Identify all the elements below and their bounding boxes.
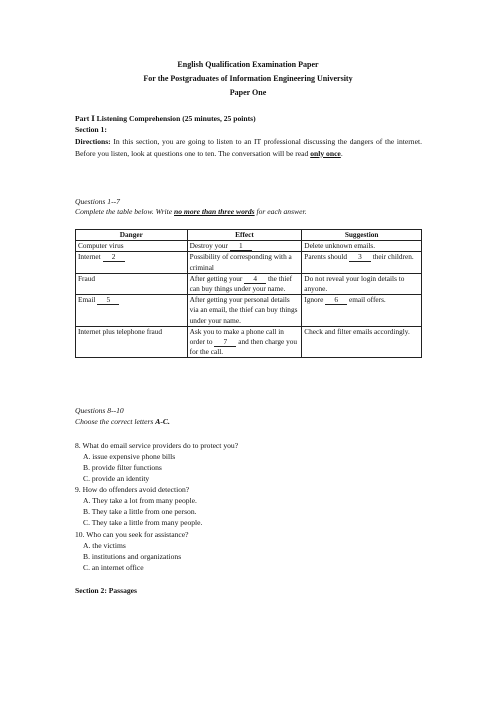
question-10-option-a: A. the victims [83, 541, 126, 550]
question-9: 9. How do offenders avoid detection? [75, 485, 190, 494]
directions-end: . [340, 148, 343, 158]
question-8-option-b: B. provide filter functions [83, 463, 162, 472]
section2-heading: Section 2: Passages [75, 586, 138, 595]
effect-text: After getting your [189, 273, 243, 283]
suggestion-text-end: their children. [372, 252, 414, 262]
table-row [76, 295, 422, 327]
suggestion-text: Parents should [304, 252, 348, 262]
cell-danger: Fraud [76, 273, 188, 294]
question-8: 8. What do email service providers do to protect you? [75, 441, 239, 450]
cell-suggestion: Check and filter emails accordingly. [302, 326, 422, 358]
danger-text: Internet [78, 252, 101, 262]
effect-text: Destroy your [189, 241, 228, 251]
effect-text-end: the thief can buy things under your name. [189, 273, 293, 294]
table-row [76, 326, 422, 358]
instructions-emphasis: no more than three words [174, 207, 255, 216]
section1-heading: Section 1: [75, 125, 107, 134]
cell-suggestion: Do not reveal your login details to anyone. [302, 273, 422, 294]
table-row [76, 241, 422, 252]
directions-paragraph [75, 136, 422, 159]
questions-8-10-heading: Questions 8--10 [75, 406, 124, 415]
question-10-option-c: C. an internet office [83, 563, 144, 572]
danger-text: Email [78, 295, 96, 305]
table-row [76, 252, 422, 273]
question-10-option-b: B. institutions and organizations [83, 552, 182, 561]
table-header-row [76, 230, 422, 241]
cell-effect [187, 241, 302, 252]
paper-subtitle: For the Postgraduates of Information Engineering University [143, 74, 353, 83]
cell-effect: Possibility of corresponding with a criminal [187, 252, 302, 273]
effect-text: Ask you to make a phone call in order to [189, 326, 284, 347]
header-suggestion: Suggestion [302, 230, 422, 241]
instructions-pre: Complete the table below. Write [75, 207, 173, 216]
part-heading: Part Ⅰ Listening Comprehension (25 minutes, 25 points) [75, 114, 256, 123]
cell-danger [76, 252, 188, 273]
directions-label: Directions: [75, 137, 111, 146]
cell-danger [76, 295, 188, 327]
cell-effect: After getting your personal details via an email, the thief can buy things under your name. [187, 295, 302, 327]
question-10: 10. Who can you seek for assistance? [75, 530, 189, 539]
cell-danger: Internet plus telephone fraud [76, 326, 188, 358]
question-9-option-c: C. They take a little from many people. [83, 518, 203, 527]
header-danger: Danger [76, 230, 188, 241]
question-8-option-a: A. issue expensive phone bills [83, 452, 176, 461]
answer-blank-6: 6 [325, 295, 347, 305]
answer-blank-7: 7 [214, 337, 236, 347]
cell-effect [187, 273, 302, 294]
answer-blank-5: 5 [97, 295, 119, 305]
cell-suggestion [302, 295, 422, 327]
cell-suggestion [302, 252, 422, 273]
answer-blank-1: 1 [230, 241, 252, 251]
questions-1-7-heading: Questions 1--7 [75, 197, 120, 206]
questions-1-7-instructions [75, 206, 422, 217]
directions-text: In this section, you are going to listen to an IT professional discussing the dangers of the internet. Before you listen, look at questions one to ten. The conversation will be read [75, 137, 422, 158]
question-9-option-b: B. They take a little from one person. [83, 507, 197, 516]
questions-8-10-instructions [75, 416, 422, 427]
suggestion-text: Ignore [304, 295, 324, 305]
question-8-option-c: C. provide an identity [83, 474, 150, 483]
directions-emphasis: only once [310, 148, 341, 158]
answer-blank-2: 2 [103, 252, 125, 262]
effect-text-end: and then charge you for the call. [189, 337, 298, 357]
cell-danger: Computer virus [76, 241, 188, 252]
paper-number: Paper One [229, 88, 267, 97]
instructions-pre: Choose the correct letters [75, 417, 154, 426]
answer-table [75, 229, 422, 358]
paper-title: English Qualification Examination Paper [177, 60, 319, 69]
instructions-emphasis: A-C. [155, 417, 170, 426]
table-row [76, 273, 422, 294]
instructions-post: for each answer. [256, 207, 307, 216]
answer-blank-3: 3 [349, 252, 371, 262]
question-9-option-a: A. They take a lot from many people. [83, 496, 197, 505]
cell-suggestion: Delete unknown emails. [302, 241, 422, 252]
answer-blank-4: 4 [244, 274, 266, 284]
cell-effect [187, 326, 302, 358]
suggestion-text-end: email offers. [349, 295, 386, 305]
header-effect: Effect [187, 230, 302, 241]
